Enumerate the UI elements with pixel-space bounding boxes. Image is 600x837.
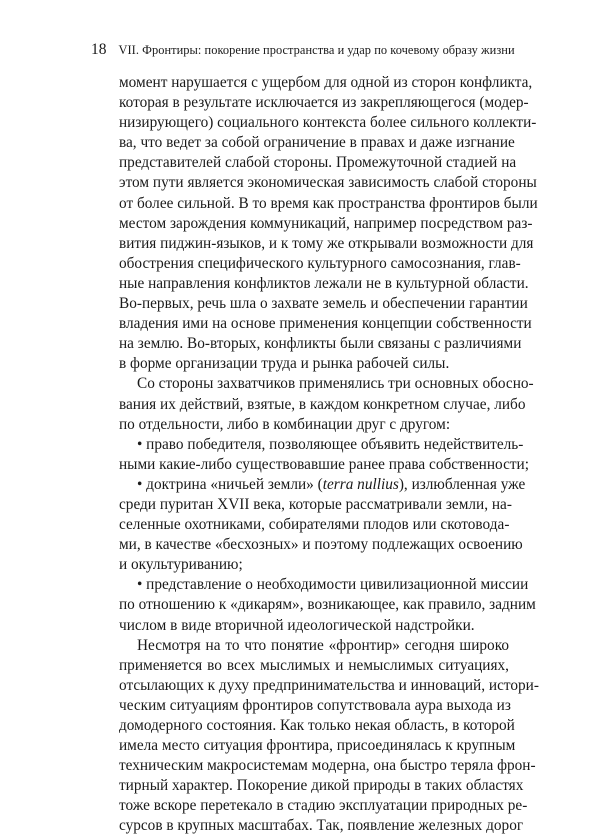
bullet-line: • право победителя, позволяющее объявить недействитель- <box>137 435 524 453</box>
text-line: обострения специфического культурного самосознания, глав- <box>119 254 521 272</box>
page-number: 18 <box>91 41 107 58</box>
text-line: представителей слабой стороны. Промежуточной стадией на <box>119 154 517 172</box>
text-line: отсылающих к духу предпринимательства и инноваций, истори- <box>119 676 539 694</box>
text-line: по отношению к «дикарям», возникающее, как правило, задним <box>119 596 536 614</box>
text-line: Несмотря на то что понятие «фронтир» сегодня широко <box>137 636 509 654</box>
text-line: по отдельности, либо в комбинации друг с другом: <box>119 415 451 433</box>
text-line: владения ими на основе применения концепции собственности <box>119 315 532 333</box>
bullet-line <box>119 475 526 495</box>
text-line: ческим ситуациям фронтиров сопутствовала аура выхода из <box>119 696 511 714</box>
text-line: Во-первых, речь шла о захвате земель и обеспечении гарантии <box>119 295 528 313</box>
running-header <box>91 41 515 61</box>
text-segment: ), излюбленная уже <box>398 475 526 493</box>
text-line: которая в результате исключается из закрепляющегося (модер- <box>119 94 529 112</box>
text-line: селенные охотниками, собирателями плодов или скотовода- <box>119 516 510 534</box>
text-line: Со стороны захватчиков применялись три основных обосно- <box>137 375 534 393</box>
text-line: этом пути является экономическая зависимость слабой стороны <box>119 174 537 192</box>
text-line: ными какие-либо существовавшие ранее права собственности; <box>119 455 529 473</box>
text-line: низирующего) социального контекста более сильного коллекти- <box>119 114 537 132</box>
text-line: среди пуритан XVII века, которые рассматривали земли, на- <box>119 495 512 513</box>
text-line: тоже вскоре перетекало в стадию эксплуатации природных ре- <box>119 797 528 815</box>
text-line: имела место ситуация фронтира, присоединялась к крупным <box>119 737 516 755</box>
text-line: тирный характер. Покорение дикой природы в таких областях <box>119 777 524 795</box>
text-line: ми, в качестве «бесхозных» и поэтому подлежащих освоению <box>119 536 523 554</box>
text-segment: • доктрина «ничьей земли» ( <box>137 475 323 493</box>
text-line: от более сильной. В то время как пространства фронтиров были <box>119 194 538 212</box>
text-line: домодерного состояния. Как только некая область, в которой <box>119 717 515 734</box>
bullet-line: • представление о необходимости цивилизационной миссии <box>137 576 529 594</box>
text-line: вития пиджин-языков, и к тому же открывали возможности для <box>119 234 534 252</box>
text-line: и окультуриванию; <box>119 556 243 574</box>
italic-term: terra nullius <box>322 475 399 493</box>
running-title: VII. Фронтиры: покорение пространства и удар по кочевому образу жизни <box>118 43 515 57</box>
text-line: местом зарождения коммуникаций, например посредством раз- <box>119 214 533 232</box>
text-line: на землю. Во-вторых, конфликты были связаны с различиями <box>119 335 522 353</box>
text-line: применяется во всех мыслимых и немыслимых ситуациях, <box>119 656 509 674</box>
text-line: сурсов в крупных масштабах. Так, появление железных дорог <box>119 817 524 835</box>
text-line: ные направления конфликтов лежали не в культурной области. <box>119 274 529 292</box>
text-line: техническим макросистемам модерна, она быстро теряла фрон- <box>119 757 536 775</box>
body-text <box>119 73 539 837</box>
text-line: числом в виде вторичной идеологической надстройки. <box>119 616 475 634</box>
text-line: момент нарушается с ущербом для одной из сторон конфликта, <box>119 74 533 91</box>
text-line: вания их действий, взятые, в каждом конкретном случае, либо <box>119 395 526 413</box>
text-line: ва, что ведет за собой ограничение в правах и даже изгнание <box>119 134 515 152</box>
text-line: в форме организации труда и рынка рабочей силы. <box>119 355 450 373</box>
